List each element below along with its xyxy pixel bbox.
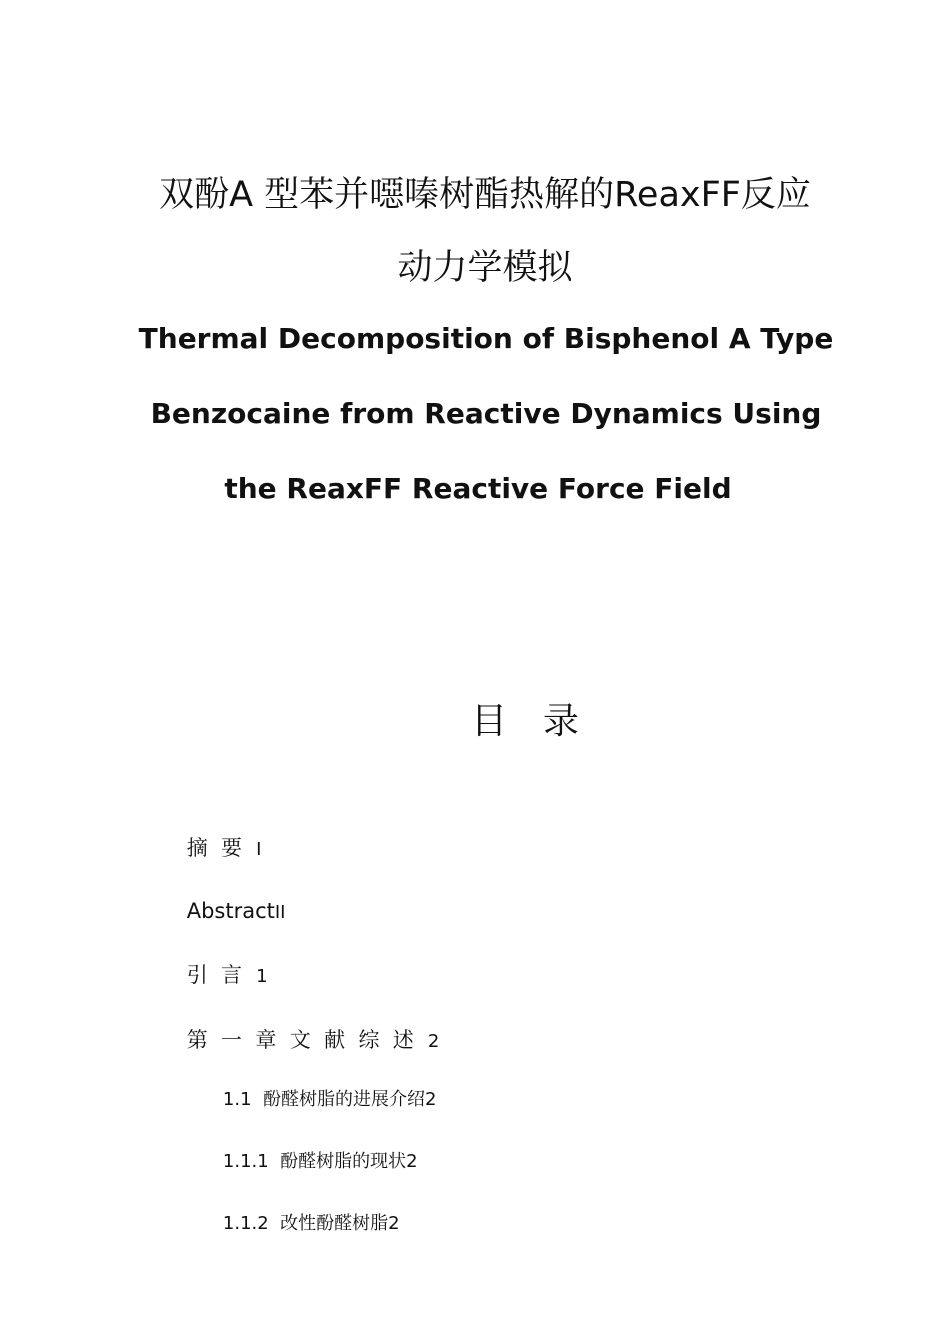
toc-entry-page: I	[256, 839, 262, 860]
toc-entry-page: 2	[424, 1089, 437, 1110]
english-title-line-1: Thermal Decomposition of Bisphenol A Type	[138, 322, 834, 355]
toc-entry-label: 摘 要	[186, 836, 243, 860]
toc-entry-label: 第 一 章 文 献 综 述	[186, 1028, 414, 1052]
english-title-line-3: the ReaxFF Reactive Force Field	[224, 472, 732, 505]
toc-entry-section-1-1-2[interactable]	[200, 1188, 400, 1260]
toc-entry-label: 引 言	[186, 963, 243, 987]
chinese-title-line-2: 动力学模拟	[397, 248, 573, 288]
toc-heading: 目 录	[470, 701, 579, 742]
toc-entry-page: 2	[388, 1213, 400, 1234]
toc-entry-label: Abstract	[186, 899, 275, 923]
toc-entry-label: 1.1.1 酚醛树脂的现状	[222, 1151, 407, 1172]
toc-entry-label: 1.1.2 改性酚醛树脂	[222, 1213, 389, 1234]
chinese-title-line-1: 双酚A 型苯并噁嗪树酯热解的ReaxFF反应	[159, 175, 811, 215]
toc-entry-page: 2	[427, 1031, 440, 1052]
toc-entry-page: 2	[406, 1151, 418, 1172]
toc-entry-page: II	[274, 902, 286, 923]
toc-entry-page: 1	[256, 966, 268, 987]
english-title-line-2: Benzocaine from Reactive Dynamics Using	[150, 397, 822, 430]
toc-entry-label: 1.1 酚醛树脂的进展介绍	[222, 1089, 425, 1110]
